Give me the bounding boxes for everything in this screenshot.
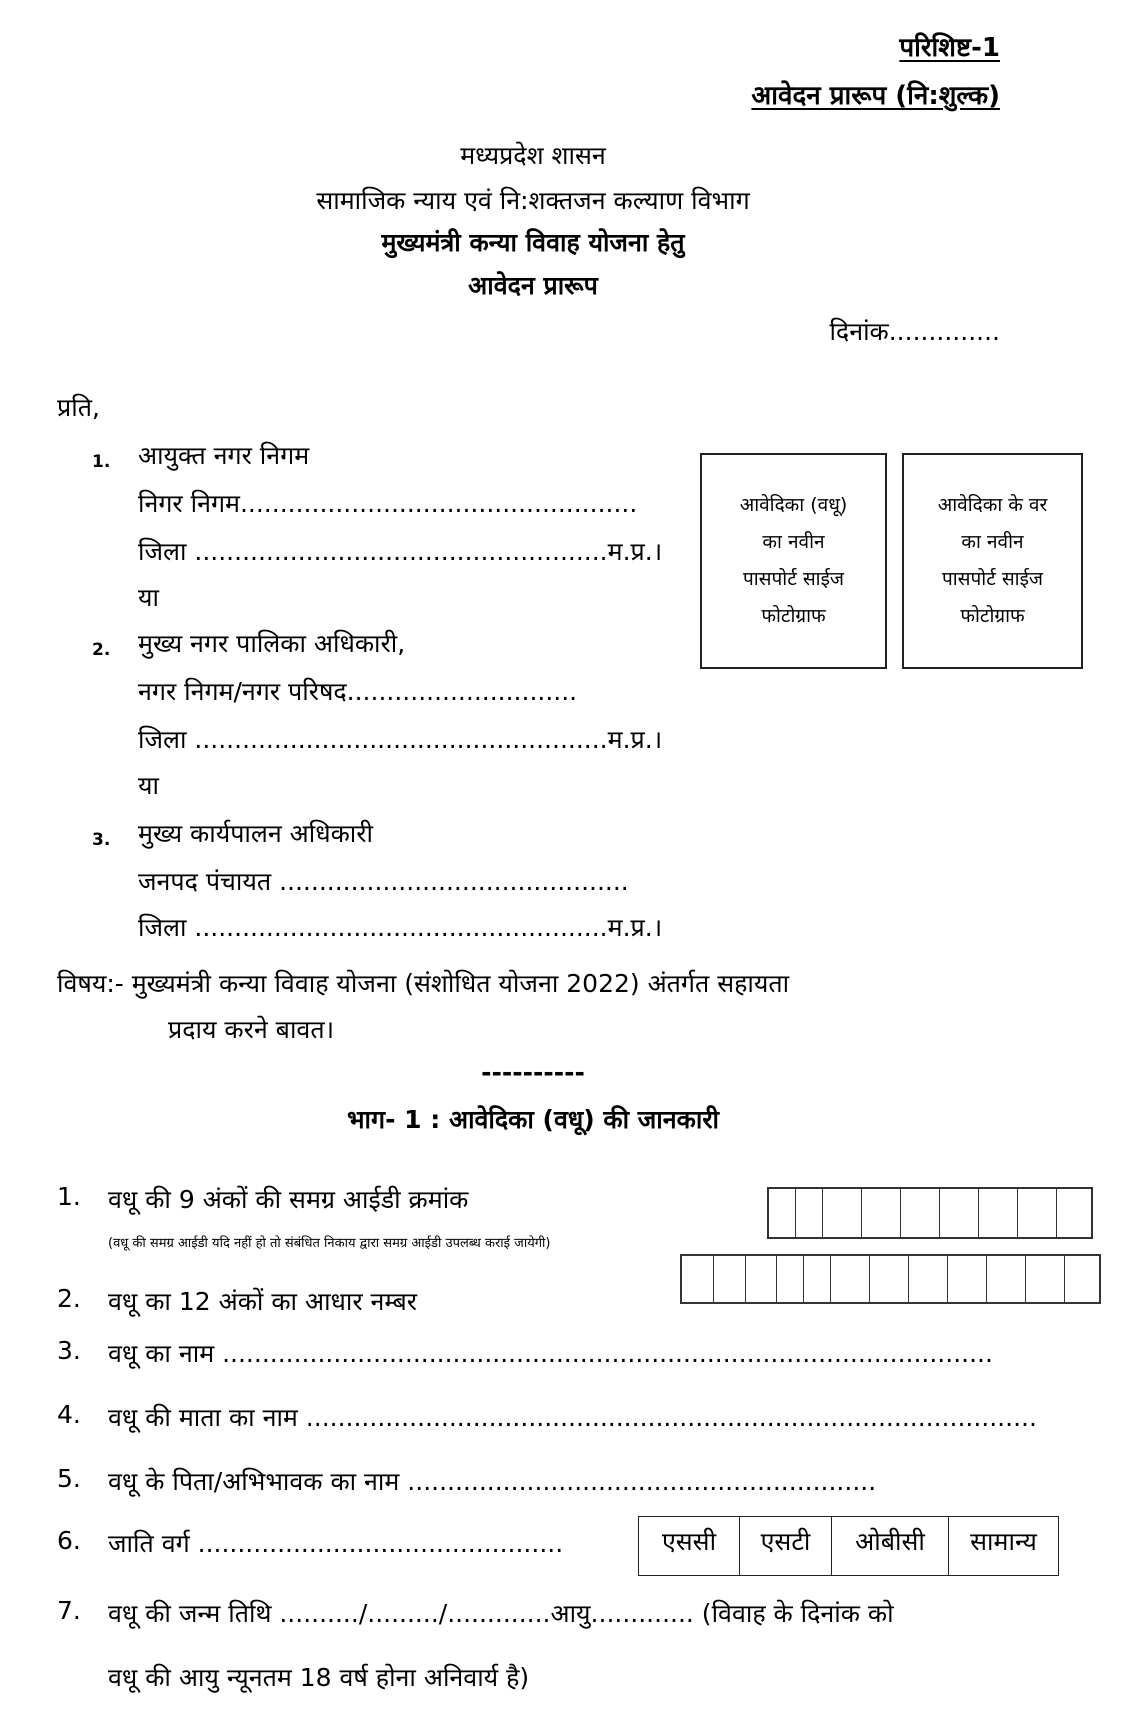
- digit-box[interactable]: [777, 1256, 804, 1302]
- samagra-id-label: वधू की 9 अंकों की समग्र आईडी क्रमांक: [108, 1185, 469, 1214]
- item-number: 5.: [57, 1464, 81, 1493]
- digit-box[interactable]: [823, 1189, 862, 1237]
- district-field[interactable]: जिला ....................................................म.प्र.।: [138, 725, 663, 754]
- janpad-field[interactable]: जनपद पंचायत ............................................: [138, 867, 629, 896]
- option-number: 3.: [92, 830, 111, 850]
- digit-box[interactable]: [804, 1256, 831, 1302]
- item-number: 7.: [57, 1596, 81, 1625]
- photo-caption: फोटोग्राफ: [960, 605, 1025, 627]
- digit-box[interactable]: [831, 1256, 870, 1302]
- groom-photo-box[interactable]: [902, 453, 1083, 669]
- age-requirement-note: वधू की आयु न्यूनतम 18 वर्ष होना अनिवार्य है): [108, 1663, 530, 1692]
- item-number: 4.: [57, 1400, 81, 1429]
- or-label: या: [138, 583, 159, 612]
- part1-heading: भाग- 1 : आवेदिका (वधू) की जानकारी: [346, 1105, 720, 1134]
- photo-caption: आवेदिका के वर: [937, 494, 1048, 516]
- digit-box[interactable]: [979, 1189, 1018, 1237]
- bride-name-field[interactable]: वधू का नाम .................................................................................................: [108, 1339, 993, 1368]
- caste-option-st[interactable]: एसटी: [740, 1517, 832, 1575]
- birth-date-field[interactable]: वधू की जन्म तिथि ........../........./.............आयु............. (विवाह के दिनांक को: [108, 1599, 894, 1628]
- digit-box[interactable]: [769, 1189, 796, 1237]
- caste-option-obc[interactable]: ओबीसी: [832, 1517, 949, 1575]
- item-number: 2.: [57, 1284, 81, 1313]
- municipal-council-field[interactable]: नगर निगम/नगर परिषद.............................: [138, 677, 578, 706]
- photo-caption: पासपोर्ट साईज: [742, 568, 845, 590]
- digit-box[interactable]: [948, 1256, 987, 1302]
- department-name: सामाजिक न्याय एवं नि:शक्तजन कल्याण विभाग: [316, 186, 750, 215]
- digit-box[interactable]: [714, 1256, 746, 1302]
- caste-options: [638, 1516, 1059, 1576]
- digit-box[interactable]: [940, 1189, 979, 1237]
- or-label: या: [138, 771, 159, 800]
- photo-caption: आवेदिका (वधू): [739, 494, 848, 516]
- municipal-corp-field[interactable]: निगर निगम..................................................: [138, 489, 638, 518]
- option-number: 2.: [92, 640, 111, 660]
- addressee-line: आयुक्त नगर निगम: [138, 441, 310, 470]
- digit-box[interactable]: [1026, 1256, 1065, 1302]
- addressee-line: मुख्य नगर पालिका अधिकारी,: [138, 629, 406, 658]
- digit-box[interactable]: [862, 1189, 901, 1237]
- subject-line-cont: प्रदाय करने बावत।: [168, 1015, 335, 1044]
- bride-photo-box[interactable]: [700, 453, 887, 669]
- district-field[interactable]: जिला ....................................................म.प्र.।: [138, 913, 663, 942]
- scheme-title: मुख्यमंत्री कन्या विवाह योजना हेतु: [381, 228, 685, 257]
- digit-box[interactable]: [682, 1256, 714, 1302]
- photo-caption: पासपोर्ट साईज: [941, 568, 1044, 590]
- caste-field[interactable]: जाति वर्ग ..............................................: [108, 1529, 564, 1558]
- caste-option-general[interactable]: सामान्य: [970, 1527, 1037, 1556]
- item-number: 1.: [57, 1182, 81, 1211]
- item-number: 6.: [57, 1526, 81, 1555]
- samagra-id-note: (वधू की समग्र आईडी यदि नहीं हो तो संबंधित निकाय द्वारा समग्र आईडी उपलब्ध कराई जायेगी): [108, 1236, 551, 1251]
- government-name: मध्यप्रदेश शासन: [460, 141, 606, 170]
- mother-name-field[interactable]: वधू की माता का नाम ............................................................................................: [108, 1403, 1037, 1432]
- digit-box[interactable]: [987, 1256, 1026, 1302]
- date-field[interactable]: दिनांक..............: [829, 317, 1000, 346]
- photo-caption: का नवीन: [762, 531, 825, 553]
- addressee-line: मुख्य कार्यपालन अधिकारी: [138, 819, 373, 848]
- form-title: आवेदन प्रारूप: [468, 271, 598, 300]
- caste-option-sc[interactable]: एससी: [639, 1517, 740, 1575]
- aadhaar-label: वधू का 12 अंकों का आधार नम्बर: [108, 1287, 418, 1316]
- digit-box[interactable]: [1057, 1189, 1091, 1237]
- digit-box[interactable]: [1018, 1189, 1057, 1237]
- aadhaar-input[interactable]: [680, 1254, 1101, 1304]
- subject-line: विषय:- मुख्यमंत्री कन्या विवाह योजना (संशोधित योजना 2022) अंतर्गत सहायता: [57, 969, 790, 998]
- digit-box[interactable]: [796, 1189, 823, 1237]
- option-number: 1.: [92, 452, 111, 472]
- digit-box[interactable]: [746, 1256, 777, 1302]
- to-label: प्रति,: [57, 393, 100, 422]
- photo-caption: का नवीन: [961, 531, 1024, 553]
- item-number: 3.: [57, 1336, 81, 1365]
- district-field[interactable]: जिला ....................................................म.प्र.।: [138, 537, 663, 566]
- annex-label: परिशिष्ट-1: [899, 33, 1000, 63]
- digit-box[interactable]: [1065, 1256, 1099, 1302]
- digit-box[interactable]: [901, 1189, 940, 1237]
- father-name-field[interactable]: वधू के पिता/अभिभावक का नाम ...........................................................: [108, 1467, 877, 1496]
- photo-caption: फोटोग्राफ: [761, 605, 826, 627]
- digit-box[interactable]: [870, 1256, 909, 1302]
- separator: ----------: [481, 1058, 585, 1087]
- samagra-id-input[interactable]: [767, 1187, 1093, 1239]
- digit-box[interactable]: [909, 1256, 948, 1302]
- form-free-label: आवेदन प्रारूप (नि:शुल्क): [751, 81, 1000, 111]
